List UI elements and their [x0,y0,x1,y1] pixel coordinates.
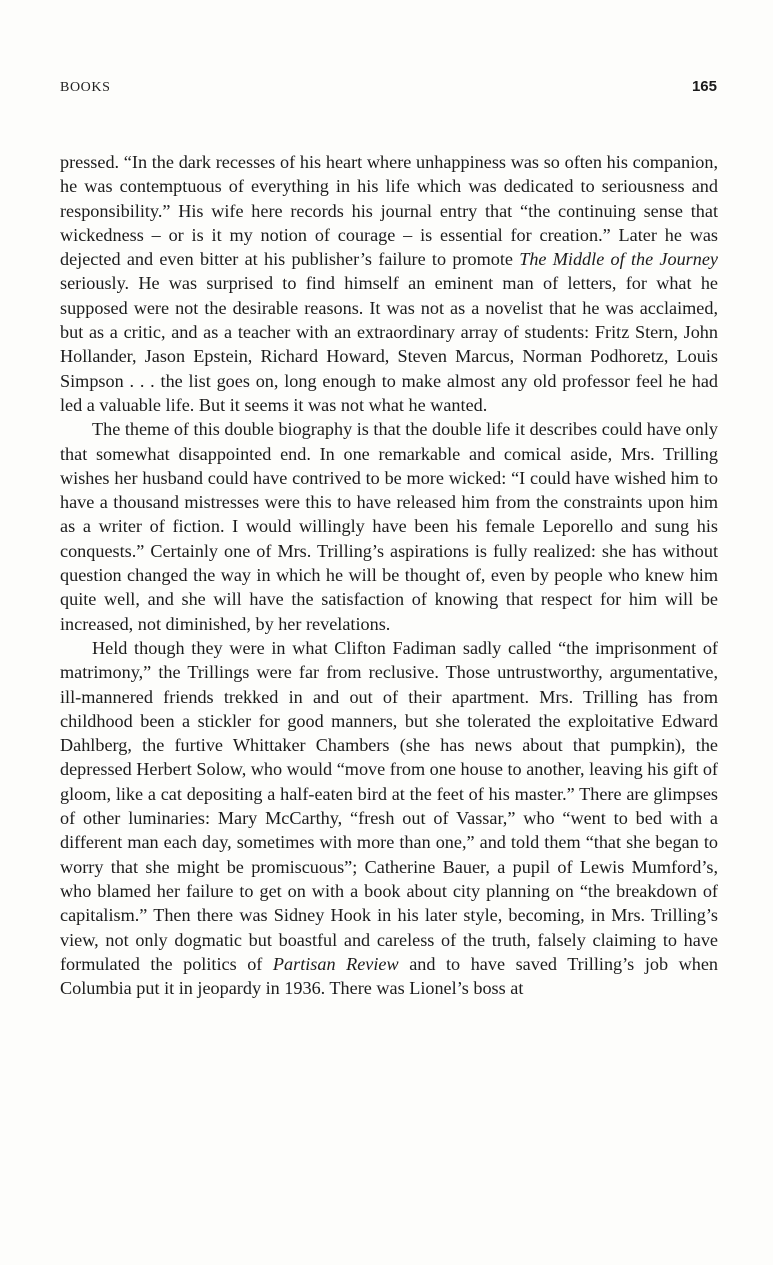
book-title-middle-of-the-journey: The Middle of the Journey [519,249,718,270]
paragraph-3-part-a: Held though they were in what Clifton Fadiman sadly called “the imprisonment of matrimony,” the Trillings were far from reclusive. Those untrustworthy, argumentative, ill-mannered friends trekked in and out of their apartment. Mrs. Trilling has from childhood been a stickler for good manners, but she tolerated the exploitative Edward Dahlberg, the furtive Whittaker Chambers (she has news about that pumpkin), the depressed Herbert Solow, who would “move from one house to another, leaving his gift of gloom, like a cat depositing a half-eaten bird at the feet of his master.” There are glimpses of other luminaries: Mary McCarthy, “fresh out of Vassar,” who “went to bed with a different man each day, sometimes with more than one,” and told them “that she began to worry that she might be promiscuous”; Catherine Bauer, a pupil of Lewis Mumford’s, who blamed her failure to get on with a book about city planning on “the breakdown of capitalism.” Then there was Sidney Hook in his later style, becoming, in Mrs. Trilling’s view, not only dogmatic but boastful and careless of the truth, falsely claiming to have formulated the politics of [60,637,718,974]
running-head: BOOKS [60,80,111,95]
magazine-title-partisan-review: Partisan Review [272,953,399,974]
paragraph-3-part-b: and to have saved Trilling’s job when Columbia put it in jeopardy in 1936. There was Lionel’s boss at [60,953,718,999]
body-text [60,150,718,1000]
page-number: 165 [691,78,717,95]
paragraph-1-part-a: pressed. “In the dark recesses of his heart where unhappiness was so often his companion, he was contemptuous of everything in his life which was dedicated to seriousness and responsibility.” His wife here records his journal entry that “the continuing sense that wickedness – or is it my notion of courage – is essential for creation.” Later he was dejected and even bitter at his publisher’s failure to promote [60,152,718,270]
paragraph-2: The theme of this double biography is that the double life it describes could have only that somewhat disappointed end. In one remarkable and comical aside, Mrs. Trilling wishes her husband could have contrived to be more wicked: “I could have wished him to have a thousand mistresses were this to have released him from the constraints upon him as a writer of fiction. I would willingly have been his female Leporello and sung his conquests.” Certainly one of Mrs. Trilling’s aspirations is fully realized: she has without question changed the way in which he will be thought of, even by people who knew him quite well, and she will have the satisfaction of knowing that respect for him will be increased, not diminished, by her revelations. [60,419,718,634]
paragraph-1-part-b: seriously. He was surprised to find himself an eminent man of letters, for what he supposed were not the desirable reasons. It was not as a novelist that he was acclaimed, but as a critic, and as a teacher with an extraordinary array of students: Fritz Stern, John Hollander, Jason Epstein, Richard Howard, Steven Marcus, Norman Podhoretz, Louis Simpson . . . the list goes on, long enough to make almost any old professor feel he had led a valuable life. But it seems it was not what he wanted. [60,273,718,415]
paragraph-1 [60,150,718,417]
paragraph-3 [60,636,718,1000]
